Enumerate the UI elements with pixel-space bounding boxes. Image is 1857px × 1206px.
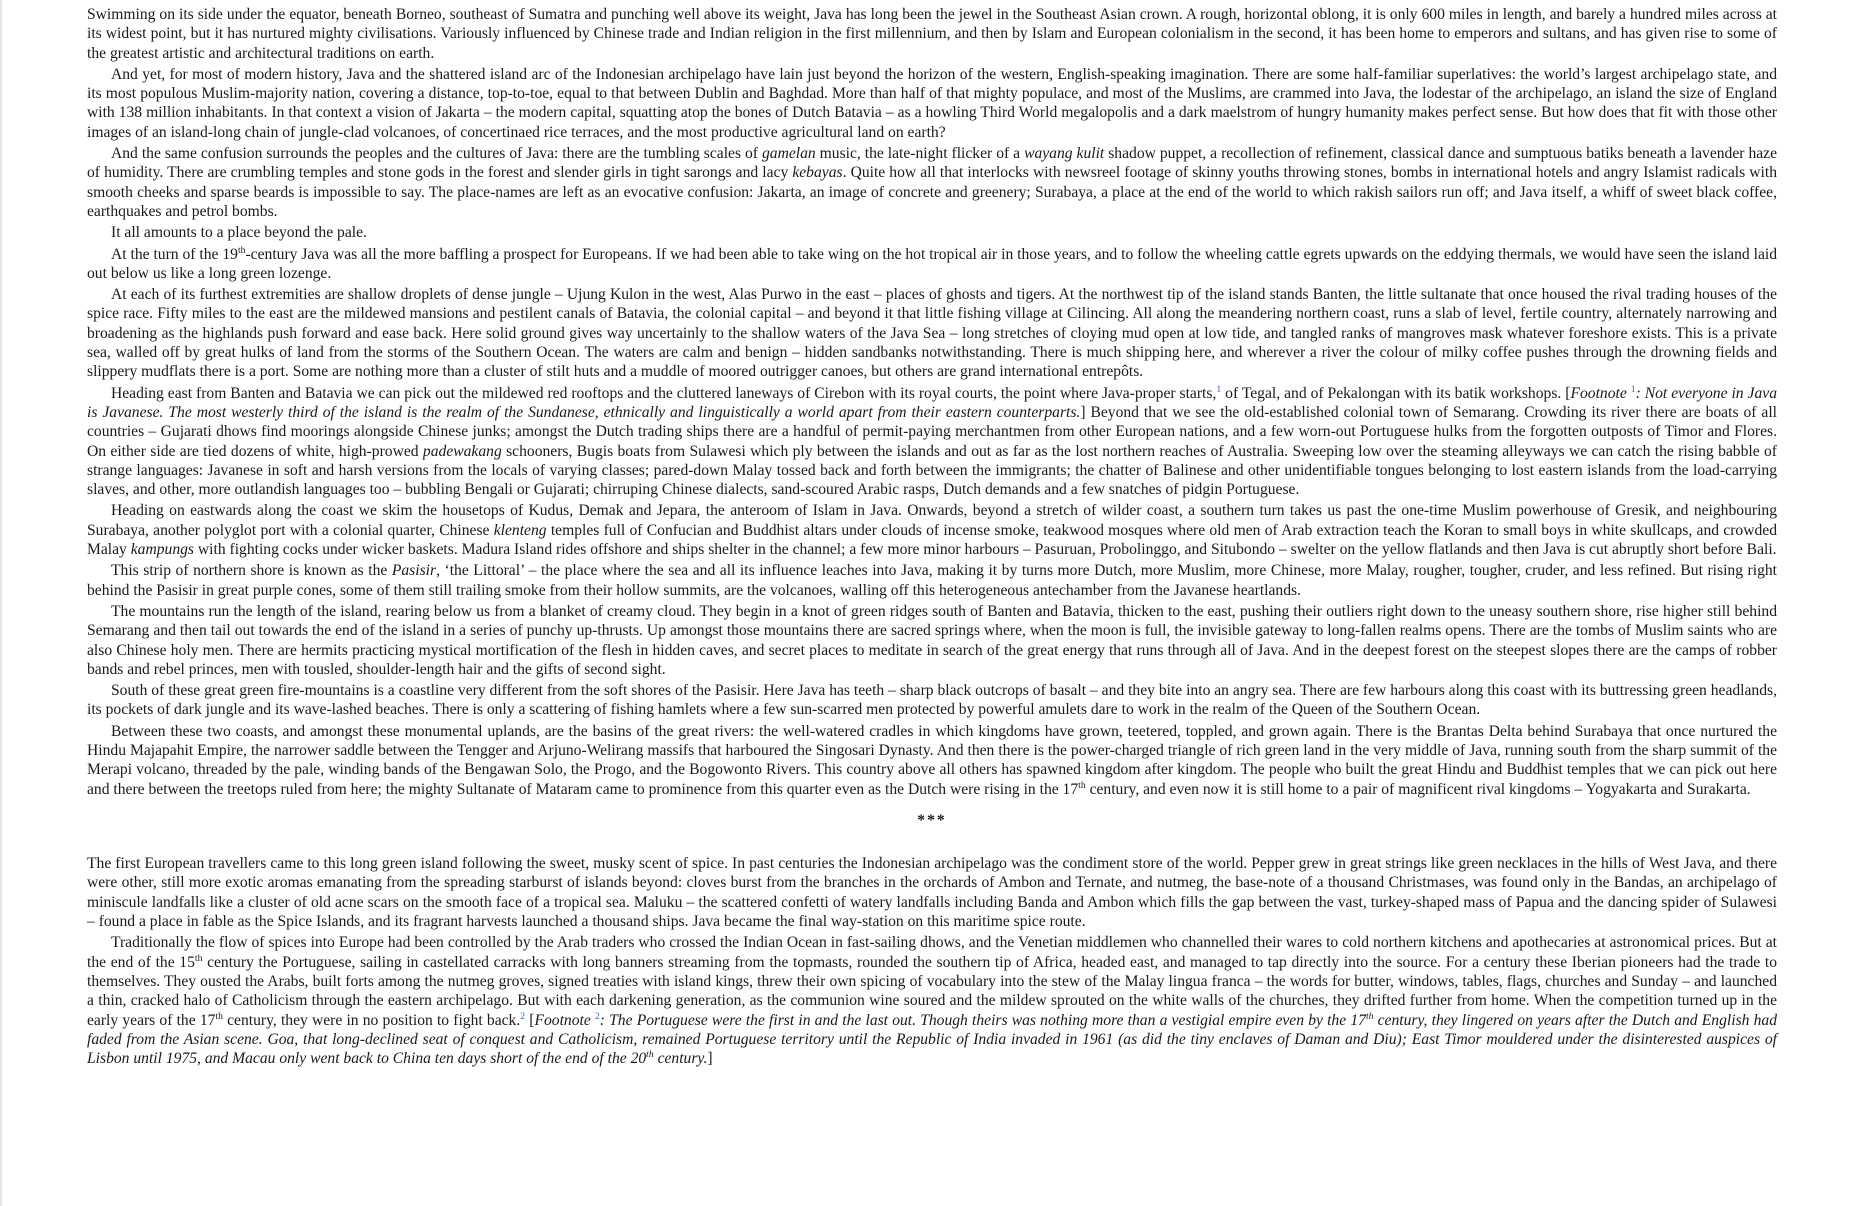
text-run: century the Portuguese, sailing in castellated carracks with long banners streaming from the topmasts, rounded the southern tip of Africa, headed east, and managed to tap directly into the source. For a century these Iberian pioneers had the trade to themselves. They ousted the Arabs, built forts among the nutmeg groves, signed treaties with island kings, threw their own spicing of vocabulary into the stew of the Malay lingua franca – the words for butter, windows, tables, flags, churches and Sunday – and launched a thin, cracked halo of Catholicism through the eastern archipelago. But with each darkening generation, as the communion wine soured and the mildew sprouted on the white walls of the churches, they drifted further from home. When the competition turned up in the early years of the 17 (87, 953, 1777, 1029)
paragraph (87, 384, 1777, 500)
paragraph (87, 144, 1777, 221)
paragraph (87, 561, 1777, 600)
text-run: shadow puppet, a recollection of refinement, classical dance and sumptuous batiks beneath a lavender haze of humidity. There are crumbling temples and stone gods in the forest and slender girls in tight sarongs and lacy (87, 145, 1778, 182)
paragraph (87, 854, 1777, 931)
ordinal-suffix: th (1078, 779, 1086, 791)
paragraph (87, 65, 1777, 142)
text-run: temples full of Confucian and Buddhist altars under clouds of incense smoke, teakwood mosques where old men of Arab extraction teach the Koran to small boys in white skullcaps, and crowded Malay (87, 521, 1777, 559)
page-left-edge (0, 0, 2, 1206)
text-run: Heading on eastwards along the coast we skim the housetops of Kudus, Demak and Jepara, the anteroom of Islam in Java. Onwards, beyond a stretch of wilder coast, a southern turn takes us past the one-time Muslim powerhouse of Gresik, and neighbouring Surabaya, another polyglot port with a colonial quarter, Chinese (87, 502, 1777, 539)
section-two (87, 854, 1777, 1068)
footnote-reference[interactable]: 1 (1216, 383, 1222, 395)
text-run: ] (707, 1050, 713, 1068)
paragraph (87, 933, 1777, 1068)
paragraph (87, 223, 1777, 242)
text-run: ] Beyond that we see the old-established colonial town of Semarang. Crowding its river there are boats of all countries – Gujarati dhows find moorings alongside Chinese junks; amongst the Dutch trading ships there are a handful of permit-paying merchantmen from other European nations, and a few worn-out Portuguese hulks from the forgotten outposts of Timor and Flores. On either side are tied dozens of white, high-prowed (87, 403, 1777, 460)
italic-text: gamelan (761, 145, 816, 163)
text-run: with fighting cocks under wicker baskets. Madura Island rides offshore and ships shelter in the channel; a few more minor harbours – Pasuruan, Probolinggo, and Situbondo – swelter on the yellow flatlands and then Java is cut abruptly short before Bali. (194, 541, 1777, 559)
footnote-reference[interactable]: 2 (594, 1010, 600, 1022)
footnote-reference[interactable]: 1 (1630, 383, 1636, 395)
text-run: Swimming on its side under the equator, beneath Borneo, southeast of Sumatra and punching well above its weight, Java has long been the jewel in the Southeast Asian crown. A rough, horizontal oblong, it is only 600 miles in length, and barely a hundred miles across at its widest point, but it has nurtured mighty civilisations. Variously influenced by Chinese trade and Indian religion in the first millennium, and then by Islam and European colonialism in the second, it has been home to emperors and sultans, and has given rise to some of the greatest artistic and architectural traditions on earth. (87, 6, 1777, 62)
ordinal-suffix: th (646, 1048, 654, 1060)
text-run: And yet, for most of modern history, Java and the shattered island arc of the Indonesian archipelago have lain just beyond the horizon of the western, English-speaking imagination. There are some half-familiar superlatives: the world’s largest archipelago state, and its most populous Muslim-majority nation, covering a distance, top-to-toe, equal to that between Dublin and Baghdad. More than half of that mighty populace, and most of the Muslims, are crammed into Java, the lodestar of the archipelago, an island the size of England with 138 million inhabitants. In that context a vision of Jakarta – the modern capital, squatting atop the bones of Dutch Batavia – as a howling Third World megalopolis and a dark maelstrom of hungry humanity makes perfect sense. But how does that fit with those other images of an island-long chain of jungle-clad volcanoes, of concertinaed rice terraces, and the most productive agricultural land on earth? (87, 65, 1777, 141)
text-run: of Tegal, and of Pekalongan with its batik workshops. [ (1221, 384, 1571, 402)
text-run: And the same confusion surrounds the peoples and the cultures of Java: there are the tumbling scales of (111, 145, 762, 163)
italic-text: kampungs (130, 541, 194, 559)
text-run: century, and even now it is still home to a pair of magnificent rival kingdoms – Yogyakarta and Surakarta. (1085, 780, 1751, 798)
ordinal-suffix: th (215, 1010, 223, 1022)
paragraph (87, 602, 1777, 679)
italic-text: Pasisir (391, 562, 437, 580)
footnote-reference[interactable]: 2 (520, 1010, 526, 1022)
italic-text: klenteng (493, 521, 547, 539)
text-run: This strip of northern shore is known as the (111, 562, 392, 580)
text-run: -century Java was all the more baffling a prospect for Europeans. If we had been able to take wing on the hot tropical air in those years, and to follow the wheeling cattle egrets upwards on the eddying thermals, we would have seen the island laid out below us like a long green lozenge. (87, 245, 1777, 282)
article-body (87, 5, 1777, 1070)
text-run: At the turn of the 19 (111, 245, 238, 263)
italic-text: Footnote (1570, 384, 1631, 402)
italic-text: century. (653, 1050, 708, 1068)
text-run: [ (525, 1011, 535, 1029)
text-run: , ‘the Littoral’ – the place where the sea and all its influence leaches into Java, making it by turns more Dutch, more Muslim, more Chinese, more Malay, rougher, tougher, cruder, and less refined. But rising right behind the Pasisir in great purple cones, some of them still trailing smoke from their hollow summits, are the volcanoes, walling off this heterogeneous antechamber from the Javanese heartlands. (87, 562, 1777, 599)
text-run: Heading east from Banten and Batavia we can pick out the mildewed red rooftops and the cluttered laneways of Cirebon with its royal courts, the point where Java-proper starts, (111, 384, 1217, 402)
scene-break: *** (917, 811, 947, 829)
text-run: At each of its furthest extremities are shallow droplets of dense jungle – Ujung Kulon in the west, Alas Purwo in the east – places of ghosts and tigers. At the northwest tip of the island stands Banten, the little sultanate that once housed the rival trading houses of the spice race. Fifty miles to the east are the mildewed mansions and pestilent canals of Batavia, the colonial capital – and beyond it that little fishing village at Cilincing. All along the meandering northern coast, runs a slab of level, fertile country, alternately narrowing and broadening as the highlands push forward and ease back. Here solid ground gives way uncertainly to the shallow waters of the Java Sea – long stretches of cloying mud open at low tide, and tangled ranks of mangroves mask whatever foreshore exists. This is a private sea, walled off by great hulks of land from the storms of the Southern Ocean. The waters are calm and benign – hidden sandbanks notwithstanding. There is much shipping here, and wherever a river the colour of milky coffee pushes through the drowning fields and slippery mudflats there is a port. Some are nothing more than a cluster of stilt huts and a muddle of moored outrigger canoes, but others are grand international entrepôts. (87, 286, 1777, 381)
italic-text: century, they lingered on years after the Dutch and English had faded from the Asian scene. Goa, that long-declined seat of conquest and Catholicism, remained Portuguese territory until the Republic of India invaded in 1961 (as did the tiny enclaves of Daman and Diu); East Timor mouldered under the disinterested auspices of Lisbon until 1975, and Macau only went back to China ten days short of the end of the 20 (87, 1011, 1778, 1068)
text-run: century, they were in no position to fight back. (222, 1011, 521, 1029)
paragraph (87, 285, 1777, 381)
section-one (87, 5, 1777, 799)
ordinal-suffix: th (237, 244, 246, 256)
ordinal-suffix: th (1365, 1010, 1374, 1022)
text-run: South of these great green fire-mountains is a coastline very different from the soft shores of the Pasisir. Here Java has teeth – sharp black outcrops of basalt – and they bite into an angry sea. There are few harbours along this coast with its buttressing green headlands, its pockets of dark jungle and its wave-lashed beaches. There is only a scattering of fishing hamlets where a few sun-scarred men protected by powerful amulets dare to work in the realm of the Queen of the Southern Ocean. (87, 682, 1777, 719)
italic-text: padewakang (422, 442, 502, 460)
text-run: The mountains run the length of the island, rearing below us from a blanket of creamy cloud. They begin in a knot of green ridges south of Banten and Batavia, thicken to the east, pushing their outliers right down to the uneasy southern shore, rise higher still behind Semarang and then tail out towards the end of the island in a series of punchy up-thrusts. Up amongst those mountains there are sacred springs where, when the moon is full, the invisible gateway to long-fallen realms opens. There are the tombs of Muslim saints who are also Chinese holy men. There are hermits practicing mystical mortification of the flesh in hidden caves, and secret places to meditate in search of the great energy that runs through all of Java. And in the deepest forest on the steepest slopes there are the camps of robber bands and rebel princes, men with tousled, shoulder-length hair and the gifts of second sight. (87, 602, 1777, 678)
paragraph (87, 5, 1777, 63)
text-run: schooners, Bugis boats from Sulawesi which ply between the islands and out as far as the lost northern reaches of Australia. Sweeping low over the steaming alleyways we can catch the rising babble of strange languages: Javanese in soft and harsh versions from the locals of varying classes; pared-down Malay tossed back and forth between the immigrants; the chatter of Balinese and other unidentifiable tongues belonging to lost eastern islands from the load-carrying slaves, and other, more outlandish languages too – bubbling Bengali or Gujarati; chirruping Chinese dialects, sand-scoured Arabic rasps, Dutch demands and a few snatches of pidgin Portuguese. (87, 442, 1777, 499)
text-run: Traditionally the flow of spices into Europe had been controlled by the Arab traders who crossed the Indian Ocean in fast-sailing dhows, and the Venetian middlemen who channelled their wares to cold northern kitchens and apothecaries at astronomical prices. But at the end of the 15 (87, 934, 1777, 971)
italic-text: : The Portuguese were the first in and the last out. Though theirs was nothing more than a vestigial empire even by the 17 (599, 1011, 1366, 1029)
paragraph (87, 501, 1777, 559)
italic-text: : Not everyone in Java is Javanese. The most westerly third of the island is the realm of the Sundanese, ethnically and linguistically a world apart from their eastern counterparts. (87, 384, 1777, 421)
italic-text: Footnote (534, 1011, 595, 1029)
text-run: It all amounts to a place beyond the pale. (111, 224, 367, 242)
paragraph (87, 722, 1777, 799)
italic-text: wayang kulit (1024, 145, 1105, 163)
text-run: The first European travellers came to this long green island following the sweet, musky scent of spice. In past centuries the Indonesian archipelago was the condiment store of the world. Pepper grew in great strings like green necklaces in the hills of West Java, and there were other, still more exotic aromas emanating from the spreading starburst of islands beyond: cloves burst from the branches in the orchards of Ambon and Ternate, and nutmeg, the base-note of a thousand Christmases, was found only in the Bandas, an archipelago of miniscule landfalls like a cluster of old acne scars on the smooth face of a tropical sea. Maluku – the scattered confetti of watery landfalls including Banda and Ambon which fills the gap between the vast, turkey-shaped mass of Papua and the dancing spider of Sulawesi – found a place in fable as the Spice Islands, and its fragrant harvests launched a thousand ships. Java became the final way-station on this maritime spice route. (87, 855, 1777, 931)
text-run: music, the late-night flicker of a (815, 145, 1025, 163)
ordinal-suffix: th (194, 952, 203, 964)
italic-text: kebayas (792, 164, 843, 182)
text-run: Between these two coasts, and amongst these monumental uplands, are the basins of the great rivers: the well-watered cradles in which kingdoms have grown, teetered, toppled, and grown again. There is the Brantas Delta behind Surabaya that once nurtured the Hindu Majapahit Empire, the narrower saddle between the Tengger and Arjuno-Welirang massifs that harboured the Singosari Dynasty. And then there is the power-charged triangle of rich green land in the very middle of Java, running south from the sharp summit of the Merapi volcano, threaded by the pale, winding bands of the Bengawan Solo, the Progo, and the Bogowonto Rivers. This country above all others has spawned kingdom after kingdom. The people who built the great Hindu and Buddhist temples that we can pick out here and there between the treetops ruled from here; the mighty Sultanate of Mataram came to prominence from this quarter even as the Dutch were rising in the 17 (87, 722, 1777, 798)
text-run: . Quite how all that interlocks with newsreel footage of skinny youths throwing stones, bombs in international hotels and angry Islamist radicals with smooth cheeks and sparse beards is impossible to say. The place-names are left as an evocative confusion: Jakarta, an image of concrete and greenery; Surabaya, a place at the end of the world to which rakish sailors run off; and Java itself, a whiff of sweet black coffee, earthquakes and petrol bombs. (87, 164, 1777, 220)
paragraph (87, 681, 1777, 720)
paragraph (87, 245, 1777, 284)
